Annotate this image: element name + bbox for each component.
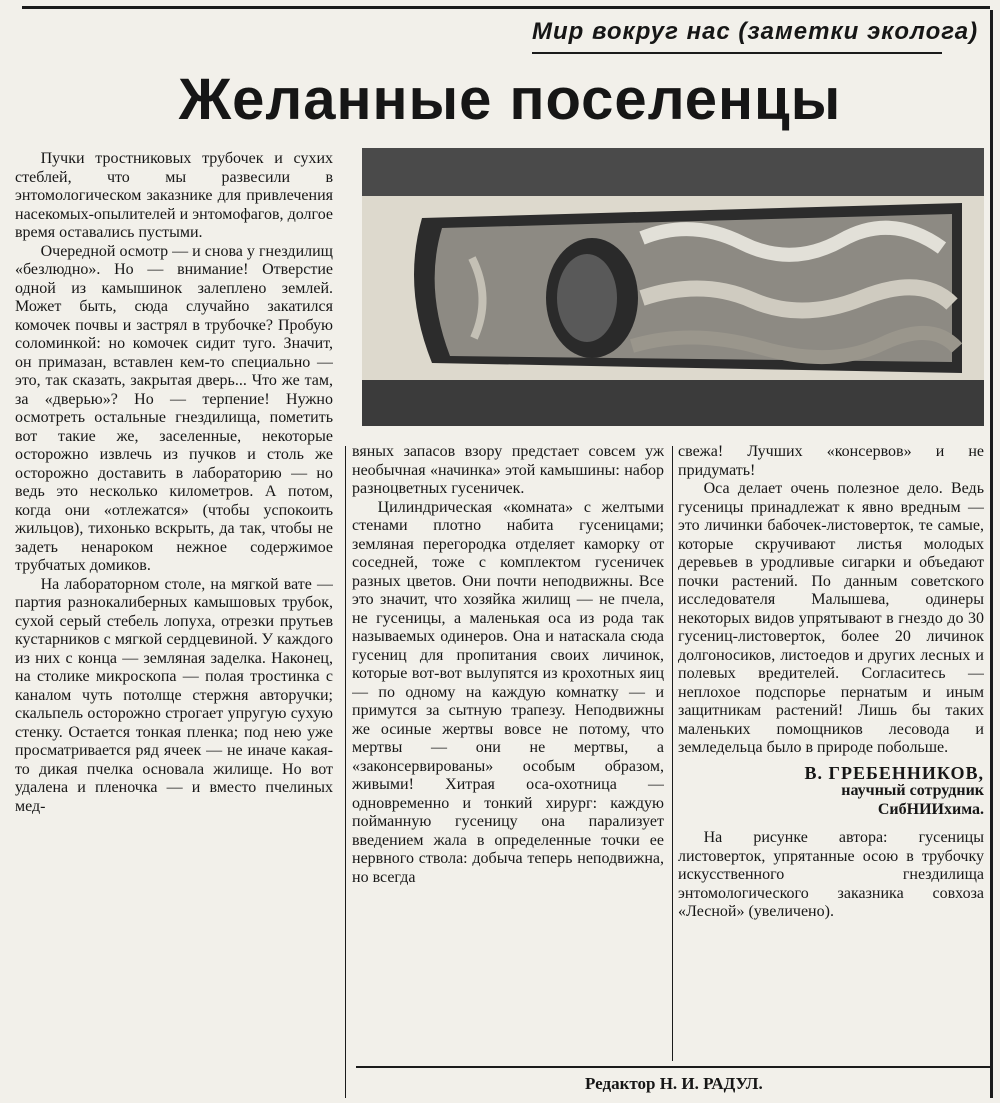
author-signature (678, 764, 984, 820)
paragraph: Пучки тростниковых трубочек и сухих стеблей, что мы развесили в энтомологическом заказнике для привлечения насекомых-опылителей и энтомофагов, долгое время оставались пустыми. (15, 150, 333, 241)
paragraph: Очередной осмотр — и снова у гнездилищ «безлюдно». Но — внимание! Отверстие одной из камышинок залеплено землей. Может быть, сюда случайно закатился комочек почвы и застрял в трубочке? Пробую соломинкой: но комочек сидит туго. Значит, он примазан, вставлен кем-то специально — это, так сказать, закрытая дверь... Что же там, за «дверью»? Но — терпение! Нужно осмотреть остальные гнездилища, пометить вот такие же, заселенные, некоторые осторожно извлечь из пучков и столь же осторожно доставить в лабораторию — но ведь это несколько километров. А потом, когда они «отлежатся» (чтобы успокоить жильцов), тихонько вскрыть, да так, чтобы не задеть ненароком нежное содержимое трубчатых домиков. (15, 242, 333, 574)
author-name: В. ГРЕБЕННИКОВ, (804, 762, 984, 783)
paragraph: На лабораторном столе, на мягкой вате — партия разнокалиберных камышовых трубок, сухой серый стебель лопуха, отрезки прутьев кустарников с мягкой сердцевиной. У каждого из них с конца — земляная заделка. Наконец, на столике микроскопа — полая тростинка с каналом чуть потолще стержня авторучки; скальпель осторожно строгает упругую сухую стенку. Остается тонкая пленка; под нею уже просматривается ряд ячеек — не иначе какая-то дикая пчелка основала жилище. Но вот удалена и пленочка — и вместо пчелиных мед- (15, 575, 333, 815)
column-2 (352, 443, 664, 1065)
paragraph: Цилиндрическая «комната» с желтыми стенами плотно набита гусеницами; земляная перегородка отделяет каморку от соседней, тоже с комплектом гусеничек разных цветов. Они почти неподвижны. Все это значит, что хозяйка жилищ — не пчела, не гусеницы, а маленькая оса из рода так называемых одинеров. Она и натаскала сюда гусениц для пропитания своих личинок, которые вот-вот вылупятся из крохотных яиц — по одному на каждую комнатку — и примутся за сытную трапезу. Неподвижны же осиные жертвы вовсе не потому, что мертвы — они не мертвы, а «законсервированы» особым образом, живыми! Хитрая оса-охотница — одновременно и тонкий хирург: каждую пойманную гусеницу она парализует введением жала в определенные точки ее нервного ствола: добыча теперь неподвижна, но всегда (352, 498, 664, 886)
column-1 (15, 150, 333, 1100)
author-organization: СибНИИхима. (877, 800, 984, 818)
rubric: Мир вокруг нас (заметки эколога) (532, 18, 979, 45)
column-divider-1 (345, 446, 346, 1098)
headline: Желанные поселенцы (178, 67, 842, 132)
column-3 (678, 443, 984, 1068)
paragraph: вяных запасов взору предстает совсем уж необычная «начинка» этой камышины: набор разноцветных гусеничек. (352, 443, 664, 497)
paragraph: свежа! Лучших «консервов» и не придумать! (678, 443, 984, 479)
illustration-caterpillars-in-reed (362, 148, 984, 426)
paragraph: Оса делает очень полезное дело. Ведь гусеницы принадлежат к явно вредным — это личинки бабочек-листоверток, те самые, которые скручивают листья молодых деревьев в уродливые сигарки и объедают почки растений. По данным советского исследователя Малышева, одинеры некоторых видов упрятывают в гнездо до 30 гусениц-листоверток, более 20 личинок долгоносиков, листоедов и других лесных и полевых вредителей. Согласитесь — неплохое подспорье пернатым и иным защитникам растений! Лишь бы таких маленьких помощников лесовода и земледельца было в природе побольше. (678, 480, 984, 756)
right-edge-rule (990, 10, 993, 1098)
rubric-rule (532, 52, 942, 54)
top-rule (22, 6, 990, 9)
author-position: научный сотрудник (841, 782, 984, 799)
column-divider-2 (672, 446, 673, 1061)
figure-caption (678, 829, 984, 922)
editor-line: Редактор Н. И. РАДУЛ. (585, 1074, 763, 1093)
reed-tube-drawing (362, 148, 984, 426)
caption-text: На рисунке автора: гусеницы листоверток, упрятанные осою в трубочку искусственного гнездилища энтомологического заказника совхоза «Лесной» (увеличено). (678, 829, 984, 920)
